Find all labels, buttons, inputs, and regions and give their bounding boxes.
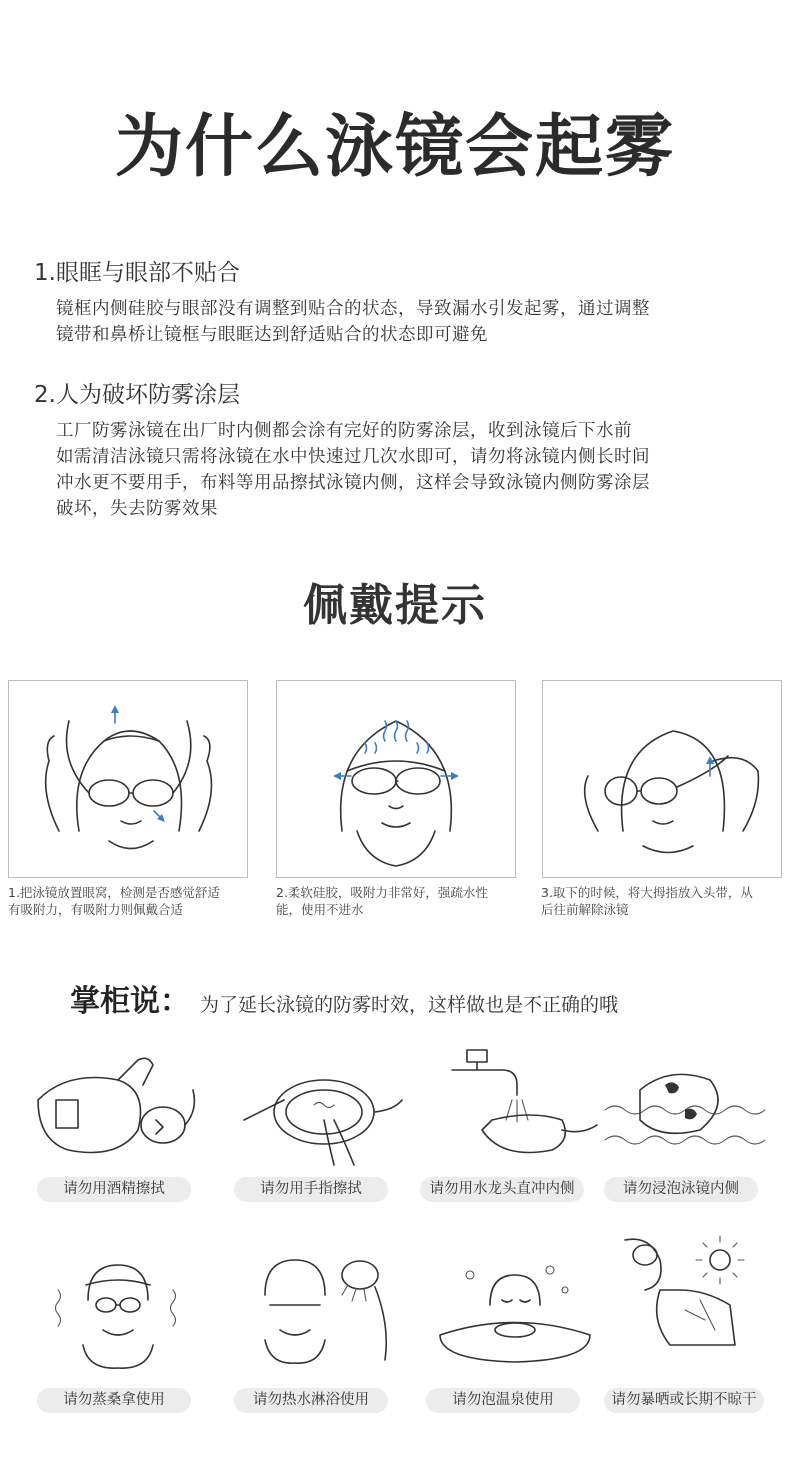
shopkeeper-note <box>70 980 770 1028</box>
tip-image-remove <box>542 680 782 878</box>
tip-caption-2: 2.柔软硅胶，吸附力非常好，强疏水性 能，使用不进水 <box>276 885 488 917</box>
faucet-icon <box>432 1040 602 1160</box>
shower-icon <box>240 1245 410 1365</box>
shopkeeper-text: 为了延长泳镜的防雾时效，这样做也是不正确的哦 <box>200 994 619 1016</box>
soak-icon <box>600 1050 770 1170</box>
hot-spring-icon <box>430 1250 600 1370</box>
shopkeeper-label: 掌柜说： <box>70 984 190 1019</box>
dont-label: 请勿浸泡泳镜内侧 <box>604 1177 758 1202</box>
tip-image-put-on <box>8 680 248 878</box>
dont-label: 请勿用酒精擦拭 <box>37 1177 191 1202</box>
alcohol-wipe-icon <box>28 1050 198 1170</box>
dont-label: 请勿泡温泉使用 <box>426 1388 580 1413</box>
sauna-icon <box>28 1250 198 1370</box>
page-title: 为什么泳镜会起雾 <box>114 108 675 187</box>
reason-1 <box>34 258 764 348</box>
dont-label: 请勿蒸桑拿使用 <box>37 1388 191 1413</box>
dont-label: 请勿用手指擦拭 <box>234 1177 388 1202</box>
tip-caption-3: 3.取下的时候，将大拇指放入头带，从 后往前解除泳镜 <box>541 885 753 917</box>
reason-line: 镜带和鼻桥让镜框与眼眶达到舒适贴合的状态即可避免 <box>56 325 488 345</box>
tip-image-silicone <box>276 680 516 878</box>
reason-line: 破坏，失去防雾效果 <box>56 499 218 519</box>
tip-caption-1: 1.把泳镜放置眼窝，检测是否感觉舒适 有吸附力，有吸附力则佩戴合适 <box>8 885 220 917</box>
reason-line: 冲水更不要用手，布料等用品擦拭泳镜内侧，这样会导致泳镜内侧防雾涂层 <box>56 473 650 493</box>
wear-tips-title: 佩戴提示 <box>303 580 487 631</box>
reason-line: 镜框内侧硅胶与眼部没有调整到贴合的状态，导致漏水引发起雾，通过调整 <box>56 299 650 319</box>
reason-heading: 1.眼眶与眼部不贴合 <box>34 260 240 286</box>
reason-heading: 2.人为破坏防雾涂层 <box>34 382 240 408</box>
sun-exposure-icon <box>605 1230 775 1350</box>
reason-line: 如需清洁泳镜只需将泳镜在水中快速过几次水即可，请勿将泳镜内侧长时间 <box>56 447 650 467</box>
reason-line: 工厂防雾泳镜在出厂时内侧都会涂有完好的防雾涂层，收到泳镜后下水前 <box>56 421 632 441</box>
finger-wipe-icon <box>234 1050 404 1170</box>
dont-label: 请勿用水龙头直冲内侧 <box>420 1177 584 1202</box>
reason-2 <box>34 380 764 522</box>
dont-label: 请勿暴晒或长期不晾干 <box>604 1388 764 1413</box>
dont-label: 请勿热水淋浴使用 <box>234 1388 388 1413</box>
